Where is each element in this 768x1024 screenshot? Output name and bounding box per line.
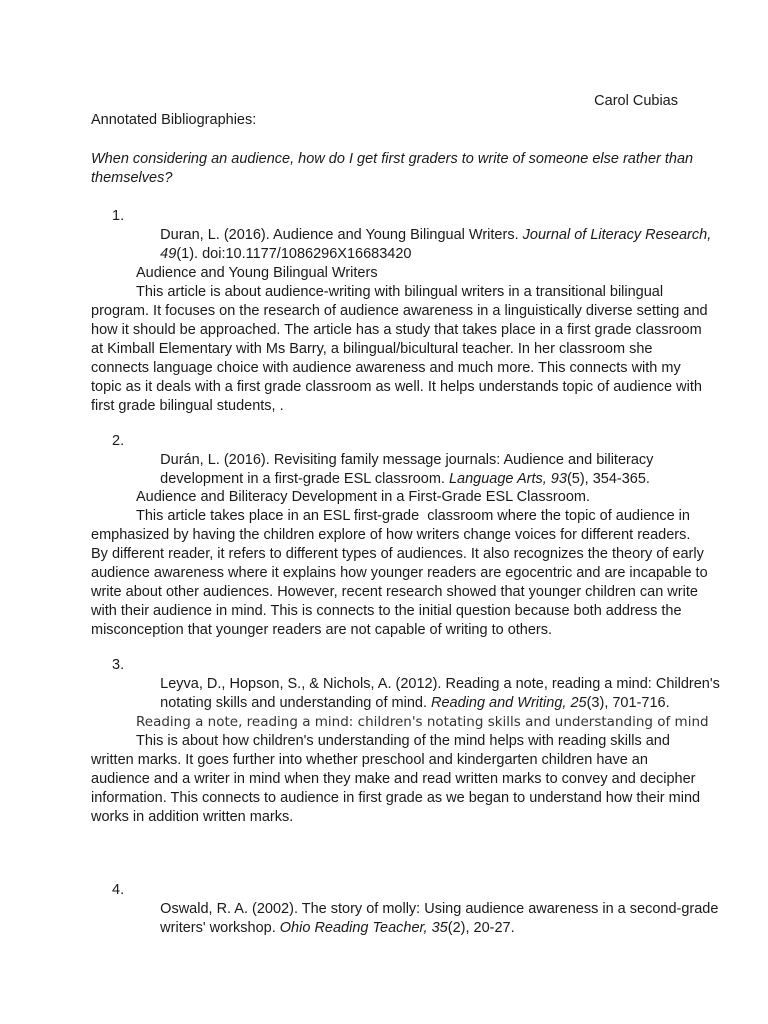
citation-line: notating skills and understanding of mind. Reading and Writing, 25(3), 701-716. — [160, 695, 670, 711]
citation-line: Durán, L. (2016). Revisiting family message journals: Audience and biliteracy — [160, 452, 654, 468]
research-question-line-1: When considering an audience, how do I get first graders to write of someone else rather than — [91, 151, 694, 167]
citation-line: Oswald, R. A. (2002). The story of molly: Using audience awareness in a second-grade — [160, 901, 719, 917]
author-name: Carol Cubias — [594, 93, 678, 109]
annotation-title: Audience and Young Bilingual Writers — [136, 265, 378, 281]
document-heading: Annotated Bibliographies: — [91, 112, 257, 128]
citation-line: Duran, L. (2016). Audience and Young Bilingual Writers. Journal of Literacy Research, — [160, 227, 712, 243]
citation-line: development in a first-grade ESL classroom. Language Arts, 93(5), 354-365. — [160, 471, 650, 487]
annotation-title: Audience and Biliteracy Development in a First-Grade ESL Classroom. — [136, 489, 590, 505]
entry-number: 2. — [112, 433, 125, 449]
research-question-line-2: themselves? — [91, 170, 173, 186]
annotation-paragraph: This article is about audience-writing with bilingual writers in a transitional bilingual program. It focuses on the research of audience awareness in a linguistically diverse setting and how it should be approached. The article has a study that takes place in a first grade classroom at Kimball Elementary with Ms Barry, a bilingual/bicultural teacher. In her classroom she connects language choice with audience awareness and much more. This connects with my topic as it deals with a first grade classroom as well. It helps understands topic of audience with first grade bilingual students, . — [91, 284, 708, 414]
entry-number: 4. — [112, 882, 125, 898]
entry-number: 3. — [112, 657, 125, 673]
annotation-title: Reading a note, reading a mind: children's notating skills and understanding of mind — [136, 714, 709, 730]
citation-line: Leyva, D., Hopson, S., & Nichols, A. (2012). Reading a note, reading a mind: Children's — [160, 676, 720, 692]
citation-line: writers' workshop. Ohio Reading Teacher, 35(2), 20-27. — [160, 920, 515, 936]
annotation-paragraph: This is about how children's understanding of the mind helps with reading skills and written marks. It goes further into whether preschool and kindergarten children have an audience and a writer in mind when they make and read written marks to convey and decipher information. This connects to audience in first grade as we began to understand how their mind works in addition written marks. — [91, 733, 701, 825]
citation-line: 49(1). doi:10.1177/1086296X16683420 — [160, 246, 412, 262]
annotation-paragraph: This article takes place in an ESL first-grade classroom where the topic of audience in emphasized by having the children explore of how writers change voices for different readers. By different reader, it refers to different types of audiences. It also recognizes the theory of early audience awareness where it explains how younger readers are egocentric and are incapable to write about other audiences. However, recent research showed that younger children can write with their audience in mind. This is connects to the initial question because both address the misconception that younger readers are not capable of writing to others. — [91, 508, 708, 638]
entry-number: 1. — [112, 208, 125, 224]
